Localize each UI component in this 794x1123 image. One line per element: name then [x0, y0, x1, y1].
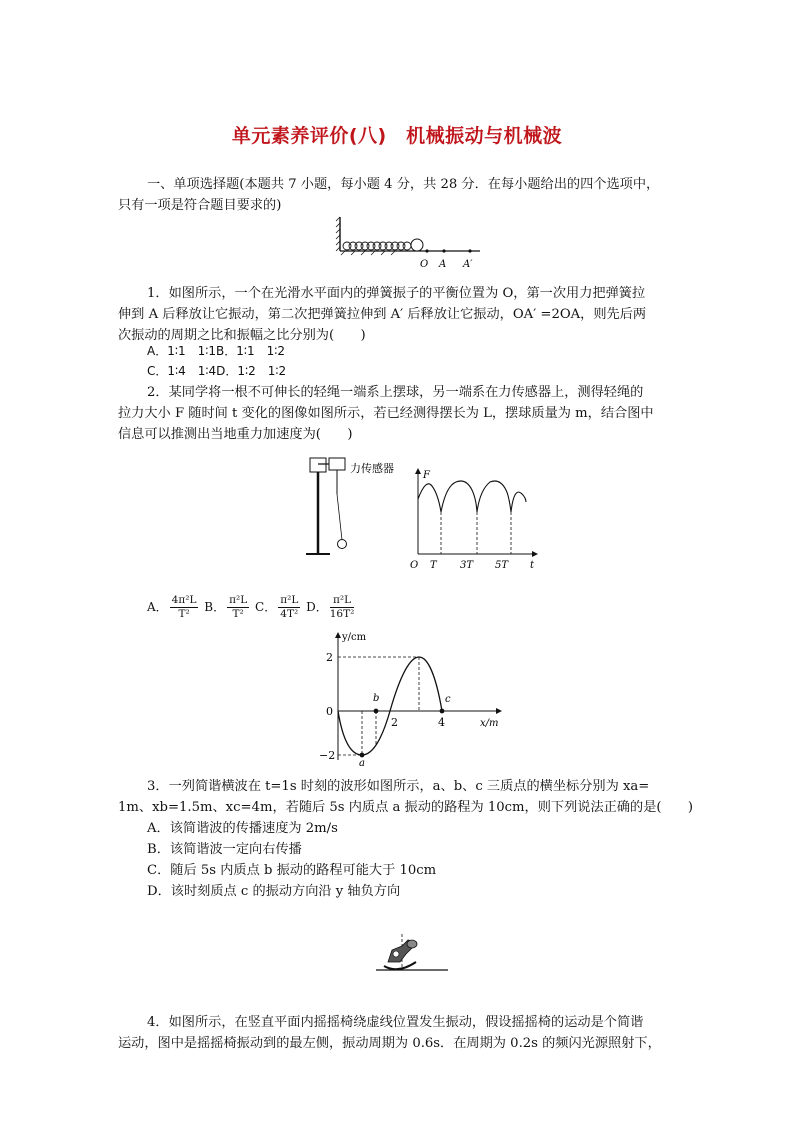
q2-option-c-num: π²L	[280, 594, 299, 606]
q2-option-d-num: π²L	[330, 594, 355, 608]
q2-option-c-den: 4T²	[280, 608, 299, 620]
tick-origin: 0	[326, 705, 333, 718]
graph-label-T: T	[430, 560, 437, 571]
section-heading-line1: 一、单项选择题(本题共 7 小题，每小题 4 分，共 28 分．在每小题给出的四个选项中，	[147, 177, 660, 192]
q2-option-d-letter: D．	[306, 600, 328, 614]
label-b: b	[373, 693, 380, 704]
q3-line1: 3．一列简谐横波在 t=1s 时刻的波形如图所示，a、b、c 三质点的横坐标分别为 xa=	[147, 779, 650, 794]
spring-oscillator-figure	[335, 213, 485, 273]
wave-graph	[318, 628, 504, 768]
graph-label-5T: 5T	[495, 560, 509, 571]
q2-option-b-den: T²	[232, 608, 244, 620]
q2-line2: 拉力大小 F 随时间 t 变化的图像如图所示，若已经测得摆长为 L，摆球质量为 m，结合图中	[118, 406, 654, 421]
sensor-label: 力传感器	[350, 462, 394, 475]
q3-line2: 1m、xb=1.5m、xc=4m，若随后 5s 内质点 a 振动的路程为 10cm，则下列说法正确的是( )	[118, 800, 694, 815]
oscillator-ball	[411, 239, 423, 251]
q3-option-b: B．该简谐波一定向右传播	[147, 842, 302, 857]
point-a	[360, 753, 365, 758]
label-A-prime: A′	[463, 259, 473, 270]
q1-options-ab: A．1∶1 1∶1B．1∶1 1∶2	[147, 344, 286, 358]
q3-option-a: A．该简谐波的传播速度为 2m/s	[147, 821, 338, 836]
q2-line3: 信息可以推测出当地重力加速度为( )	[118, 427, 353, 442]
tick-x-4: 4	[438, 716, 445, 729]
q1-line2: 伸到 A 后释放让它振动，第二次把弹簧拉伸到 A′ 后释放让它振动，OA′ =2OA，则先后两	[118, 307, 647, 322]
q2-line1: 2．某同学将一根不可伸长的轻绳一端系上摆球，另一端系在力传感器上，测得轻绳的	[147, 385, 644, 400]
tick-y-neg2: −2	[319, 749, 336, 762]
point-c	[440, 709, 445, 714]
q2-option-d-den: 16T²	[329, 608, 355, 620]
graph-label-t: t	[530, 560, 535, 571]
label-A: A	[439, 259, 447, 270]
q2-option-d	[306, 594, 356, 620]
q2-option-c	[255, 594, 302, 620]
spring	[343, 242, 411, 250]
force-time-graph	[408, 466, 540, 574]
section-heading-line2: 只有一项是符合题目要求的)	[118, 198, 282, 213]
label-O: O	[420, 259, 429, 270]
y-axis-label: y/cm	[342, 632, 367, 643]
x-axis-label: x/m	[480, 718, 499, 729]
q2-option-a-letter: A．	[147, 600, 168, 614]
q2-option-b-letter: B．	[204, 600, 226, 614]
tick-x-2: 2	[391, 716, 398, 729]
page-title: 单元素养评价(八) 机械振动与机械波	[231, 125, 563, 147]
graph-label-O: O	[410, 560, 419, 571]
q4-line2: 运动，图中是摇摇椅振动到的最左侧，振动周期为 0.6s．在周期为 0.2s 的频闪光源照射下，	[118, 1036, 661, 1051]
q2-option-c-letter: C．	[255, 600, 277, 614]
q3-option-c: C．随后 5s 内质点 b 振动的路程可能大于 10cm	[147, 863, 437, 878]
q2-options	[147, 594, 356, 621]
point-b	[374, 709, 379, 714]
q2-option-a-num: 4π²L	[171, 594, 197, 606]
tick-y-2: 2	[326, 651, 333, 664]
graph-label-F: F	[423, 470, 430, 481]
force-sensor	[329, 458, 345, 470]
q1-line3: 次振动的周期之比和振幅之比分别为( )	[118, 328, 366, 343]
pendulum-apparatus-figure	[300, 452, 410, 564]
label-c: c	[445, 694, 451, 705]
q1-line1: 1．如图所示，一个在光滑水平面内的弹簧振子的平衡位置为 O，第一次用力把弹簧拉	[147, 286, 646, 301]
q4-line1: 4．如图所示，在竖直平面内摇摇椅绕虚线位置发生振动，假设摇摇椅的运动是个简谐	[147, 1015, 644, 1030]
q1-options-cd: C．1∶4 1∶4D．1∶2 1∶2	[147, 364, 287, 378]
graph-label-3T: 3T	[460, 560, 474, 571]
q3-option-d: D．该时刻质点 c 的振动方向沿 y 轴负方向	[147, 884, 401, 899]
q2-option-a-den: T²	[178, 608, 190, 620]
rocking-chair-figure	[372, 932, 452, 978]
label-a: a	[359, 758, 365, 768]
q2-option-b-num: π²L	[229, 594, 248, 606]
q2-option-b	[204, 594, 251, 620]
q2-option-a	[147, 594, 200, 620]
